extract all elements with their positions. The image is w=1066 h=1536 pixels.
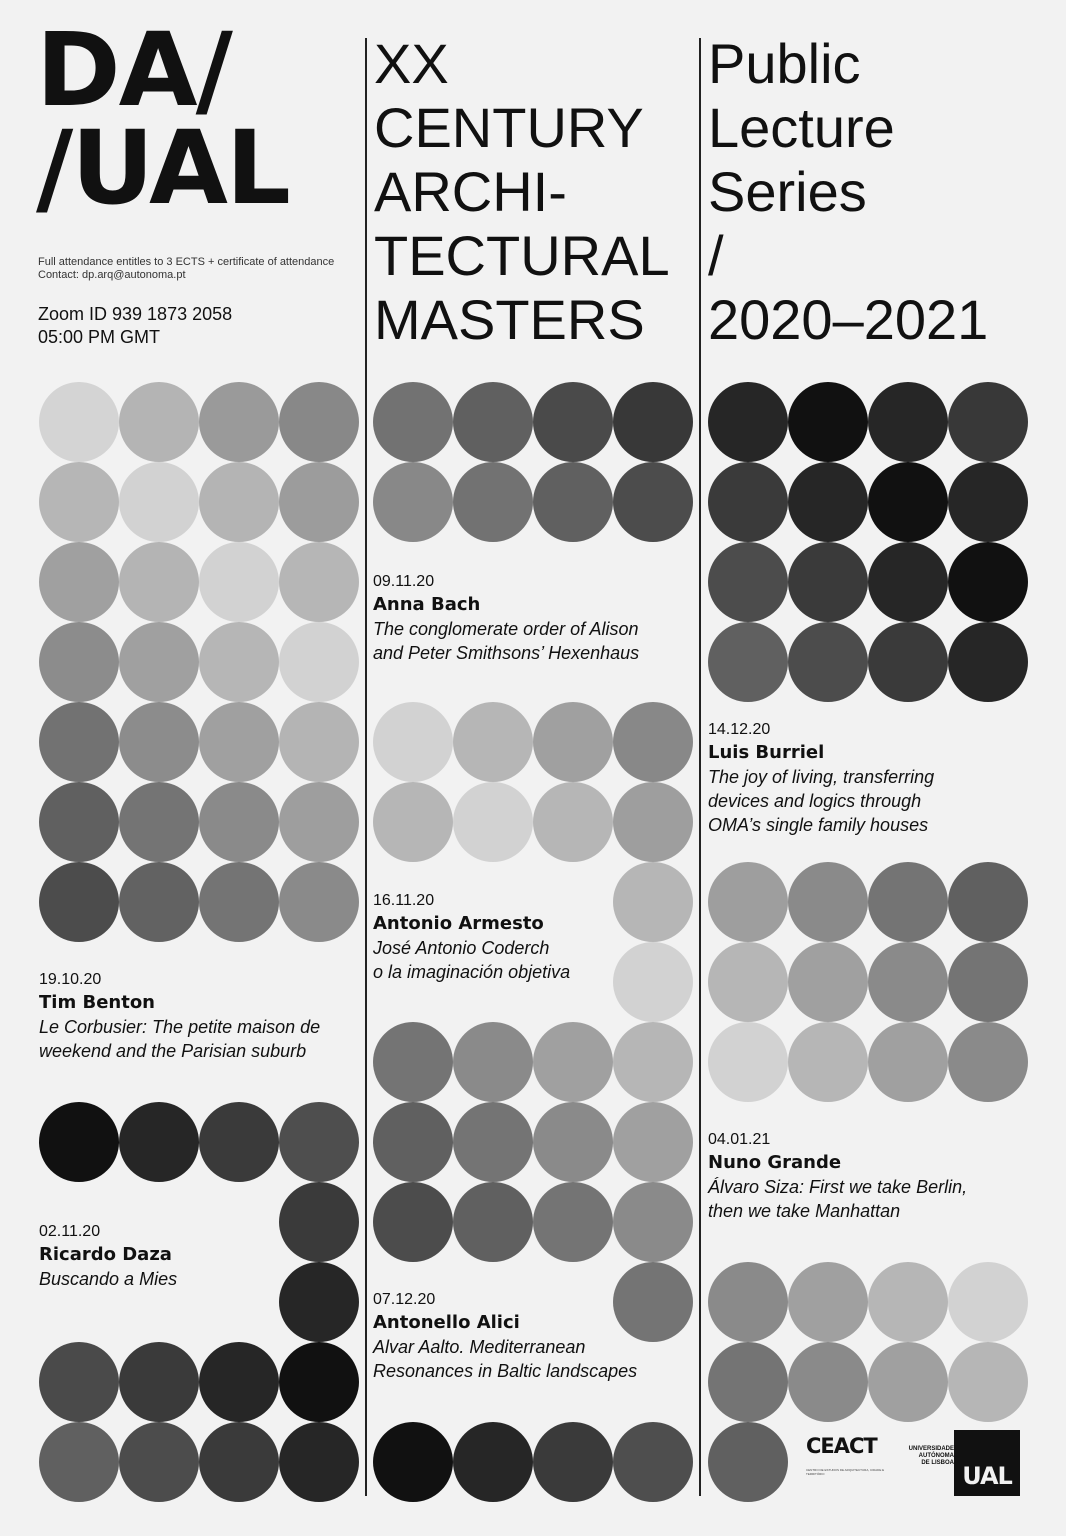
zoom-id: Zoom ID 939 1873 2058 — [38, 304, 233, 324]
lecture-speaker: Tim Benton — [39, 992, 155, 1013]
grid-circle — [948, 1342, 1028, 1422]
grid-circle — [119, 462, 199, 542]
grid-circle — [708, 1342, 788, 1422]
grid-circle — [868, 622, 948, 702]
grid-circle — [39, 1102, 119, 1182]
grid-circle — [708, 382, 788, 462]
grid-circle — [948, 862, 1028, 942]
grid-circle — [708, 1262, 788, 1342]
da-ual-logo — [36, 11, 289, 228]
university-line: DE LISBOA — [921, 1460, 954, 1466]
topic-line: devices and logics through — [708, 791, 922, 811]
lecture-antonio-armesto — [373, 890, 570, 984]
grid-circle — [453, 1422, 533, 1502]
lecture-topic — [373, 1335, 637, 1383]
topic-line: Le Corbusier: The petite maison de — [39, 1017, 321, 1037]
grid-circle — [613, 942, 693, 1022]
grid-circle — [39, 1422, 119, 1502]
lecture-antonello-alici — [373, 1289, 637, 1383]
grid-circle — [279, 1102, 359, 1182]
grid-circle — [868, 1342, 948, 1422]
grid-circle — [279, 622, 359, 702]
grid-circle — [948, 462, 1028, 542]
grid-circle — [533, 702, 613, 782]
grid-circle — [948, 1022, 1028, 1102]
lecture-date: 07.12.20 — [373, 1291, 436, 1308]
topic-line: then we take Manhattan — [708, 1201, 901, 1221]
grid-circle — [948, 622, 1028, 702]
grid-circle — [199, 1102, 279, 1182]
lecture-speaker: Anna Bach — [373, 594, 481, 615]
grid-circle — [533, 462, 613, 542]
grid-circle — [119, 782, 199, 862]
grid-circle — [373, 782, 453, 862]
lecture-speaker: Luis Burriel — [708, 742, 825, 763]
grid-circle — [788, 622, 868, 702]
topic-line: The conglomerate order of Alison — [373, 619, 639, 639]
grid-circle — [119, 542, 199, 622]
grid-circle — [119, 622, 199, 702]
subtitle-line: Public — [708, 32, 861, 95]
grid-circle — [788, 862, 868, 942]
grid-circle — [279, 1342, 359, 1422]
grid-circle — [613, 862, 693, 942]
grid-circle — [373, 382, 453, 462]
grid-circle — [613, 702, 693, 782]
grid-circle — [119, 1422, 199, 1502]
grid-circle — [279, 382, 359, 462]
grid-circle — [373, 462, 453, 542]
lecture-anna-bach — [373, 571, 639, 665]
lecture-date: 19.10.20 — [39, 971, 102, 988]
grid-circle — [279, 1422, 359, 1502]
subtitle-line: Series — [708, 160, 867, 223]
lecture-date: 04.01.21 — [708, 1131, 771, 1148]
topic-line: Buscando a Mies — [39, 1269, 178, 1289]
topic-line: o la imaginación objetiva — [373, 962, 571, 982]
grid-circle — [119, 382, 199, 462]
grid-circle — [199, 1342, 279, 1422]
series-title — [374, 32, 670, 352]
lecture-speaker: Antonio Armesto — [373, 913, 544, 934]
grid-circle — [453, 702, 533, 782]
title-line: XX — [374, 32, 449, 95]
lecture-speaker: Ricardo Daza — [39, 1244, 172, 1265]
grid-circle — [868, 462, 948, 542]
grid-circle — [788, 542, 868, 622]
title-line: ARCHI- — [374, 160, 567, 223]
ual-logo — [954, 1430, 1020, 1496]
attendance-info — [38, 256, 334, 282]
grid-circle — [533, 382, 613, 462]
grid-circle — [868, 542, 948, 622]
grid-circle — [199, 1422, 279, 1502]
grid-circle — [373, 1422, 453, 1502]
grid-circle — [708, 862, 788, 942]
grid-circle — [453, 1102, 533, 1182]
grid-circle — [199, 782, 279, 862]
grid-circle — [613, 1022, 693, 1102]
grid-circle — [39, 542, 119, 622]
contact-email[interactable]: Contact: dp.arq@autonoma.pt — [38, 269, 186, 281]
grid-circle — [453, 382, 533, 462]
grid-circle — [788, 1022, 868, 1102]
grid-circle — [39, 702, 119, 782]
grid-circle — [948, 1262, 1028, 1342]
lecture-date: 09.11.20 — [373, 573, 435, 590]
title-line: CENTURY — [374, 96, 644, 159]
lecture-date: 14.12.20 — [708, 721, 771, 738]
ual-logo-text: UAL — [962, 1462, 1012, 1490]
grid-circle — [613, 1102, 693, 1182]
lecture-date: 16.11.20 — [373, 892, 435, 909]
grid-circle — [279, 1182, 359, 1262]
grid-circle — [708, 542, 788, 622]
grid-circle — [868, 1022, 948, 1102]
grid-circle — [533, 1182, 613, 1262]
topic-line: OMA’s single family houses — [708, 815, 929, 835]
logo-line-1: DA/ — [36, 11, 231, 130]
lecture-topic — [39, 1015, 320, 1063]
university-line: UNIVERSIDADE — [908, 1446, 954, 1452]
ceact-subtitle: CENTRO DE ESTUDOS DE ARQUITECTURA, CIDADE E TERRITÓRIO — [806, 1468, 885, 1476]
grid-circle — [279, 542, 359, 622]
topic-line: Resonances in Baltic landscapes — [373, 1361, 638, 1381]
lecture-luis-burriel — [708, 719, 934, 837]
grid-circle — [39, 782, 119, 862]
grid-circle — [613, 382, 693, 462]
grid-circle — [788, 1262, 868, 1342]
topic-line: The joy of living, transferring — [708, 767, 935, 787]
grid-circle — [119, 1342, 199, 1422]
grid-circle — [613, 782, 693, 862]
grid-circle — [373, 1102, 453, 1182]
grid-circle — [613, 1422, 693, 1502]
grid-circle — [708, 622, 788, 702]
lecture-topic — [708, 765, 934, 837]
lecture-time: 05:00 PM GMT — [38, 327, 161, 347]
lecture-topic — [39, 1267, 177, 1291]
grid-circle — [279, 782, 359, 862]
lecture-topic — [708, 1175, 967, 1223]
grid-circle — [373, 1182, 453, 1262]
grid-circle — [708, 942, 788, 1022]
lecture-date: 02.11.20 — [39, 1223, 101, 1240]
topic-line: and Peter Smithsons’ Hexenhaus — [373, 643, 640, 663]
topic-line: José Antonio Coderch — [373, 938, 550, 958]
lecture-tim-benton — [39, 969, 320, 1063]
column-divider-left — [365, 38, 367, 1496]
grid-circle — [868, 862, 948, 942]
grid-circle — [533, 1422, 613, 1502]
grid-circle — [708, 1022, 788, 1102]
grid-circle — [119, 1102, 199, 1182]
grid-circle — [279, 462, 359, 542]
zoom-info — [38, 303, 232, 349]
grid-circle — [39, 622, 119, 702]
grid-circle — [39, 382, 119, 462]
grid-circle — [119, 862, 199, 942]
grid-circle — [453, 1022, 533, 1102]
grid-circle — [533, 1102, 613, 1182]
lecture-nuno-grande — [708, 1129, 967, 1223]
grid-circle — [613, 1182, 693, 1262]
title-line: MASTERS — [374, 288, 645, 351]
university-line: AUTÓNOMA — [918, 1453, 954, 1459]
title-line: TECTURAL — [374, 224, 670, 287]
lecture-ricardo-daza — [39, 1221, 177, 1291]
grid-circle — [279, 862, 359, 942]
topic-line: Alvar Aalto. Mediterranean — [373, 1337, 586, 1357]
grid-circle — [453, 1182, 533, 1262]
grid-circle — [788, 382, 868, 462]
grid-circle — [868, 382, 948, 462]
university-name — [906, 1446, 954, 1467]
grid-circle — [39, 462, 119, 542]
grid-circle — [39, 1342, 119, 1422]
grid-circle — [119, 702, 199, 782]
lecture-speaker: Nuno Grande — [708, 1152, 842, 1173]
lecture-speaker: Antonello Alici — [373, 1312, 520, 1333]
grid-circle — [533, 782, 613, 862]
grid-circle — [373, 1022, 453, 1102]
grid-circle — [279, 1262, 359, 1342]
subtitle-line: / — [708, 224, 724, 287]
lecture-topic — [373, 936, 570, 984]
grid-circle — [948, 942, 1028, 1022]
grid-circle — [279, 702, 359, 782]
grid-circle — [199, 382, 279, 462]
grid-circle — [533, 1022, 613, 1102]
grid-circle — [708, 1422, 788, 1502]
ceact-logo: CEACT — [806, 1434, 877, 1458]
grid-circle — [948, 542, 1028, 622]
topic-line: Álvaro Siza: First we take Berlin, — [708, 1177, 968, 1197]
subtitle-line: 2020–2021 — [708, 288, 989, 351]
grid-circle — [788, 1342, 868, 1422]
grid-circle — [199, 462, 279, 542]
logo-line-2: /UAL — [36, 109, 289, 228]
grid-circle — [199, 862, 279, 942]
series-subtitle — [708, 32, 988, 352]
grid-circle — [708, 462, 788, 542]
grid-circle — [39, 862, 119, 942]
grid-circle — [948, 382, 1028, 462]
grid-circle — [613, 462, 693, 542]
grid-circle — [199, 622, 279, 702]
grid-circle — [788, 942, 868, 1022]
lecture-topic — [373, 617, 639, 665]
ects-note: Full attendance entitles to 3 ECTS + certificate of attendance — [38, 256, 335, 268]
grid-circle — [199, 542, 279, 622]
grid-circle — [868, 942, 948, 1022]
grid-circle — [199, 702, 279, 782]
subtitle-line: Lecture — [708, 96, 895, 159]
grid-circle — [453, 462, 533, 542]
grid-circle — [868, 1262, 948, 1342]
grid-circle — [373, 702, 453, 782]
grid-circle — [453, 782, 533, 862]
grid-circle — [788, 462, 868, 542]
topic-line: weekend and the Parisian suburb — [39, 1041, 307, 1061]
column-divider-right — [699, 38, 701, 1496]
